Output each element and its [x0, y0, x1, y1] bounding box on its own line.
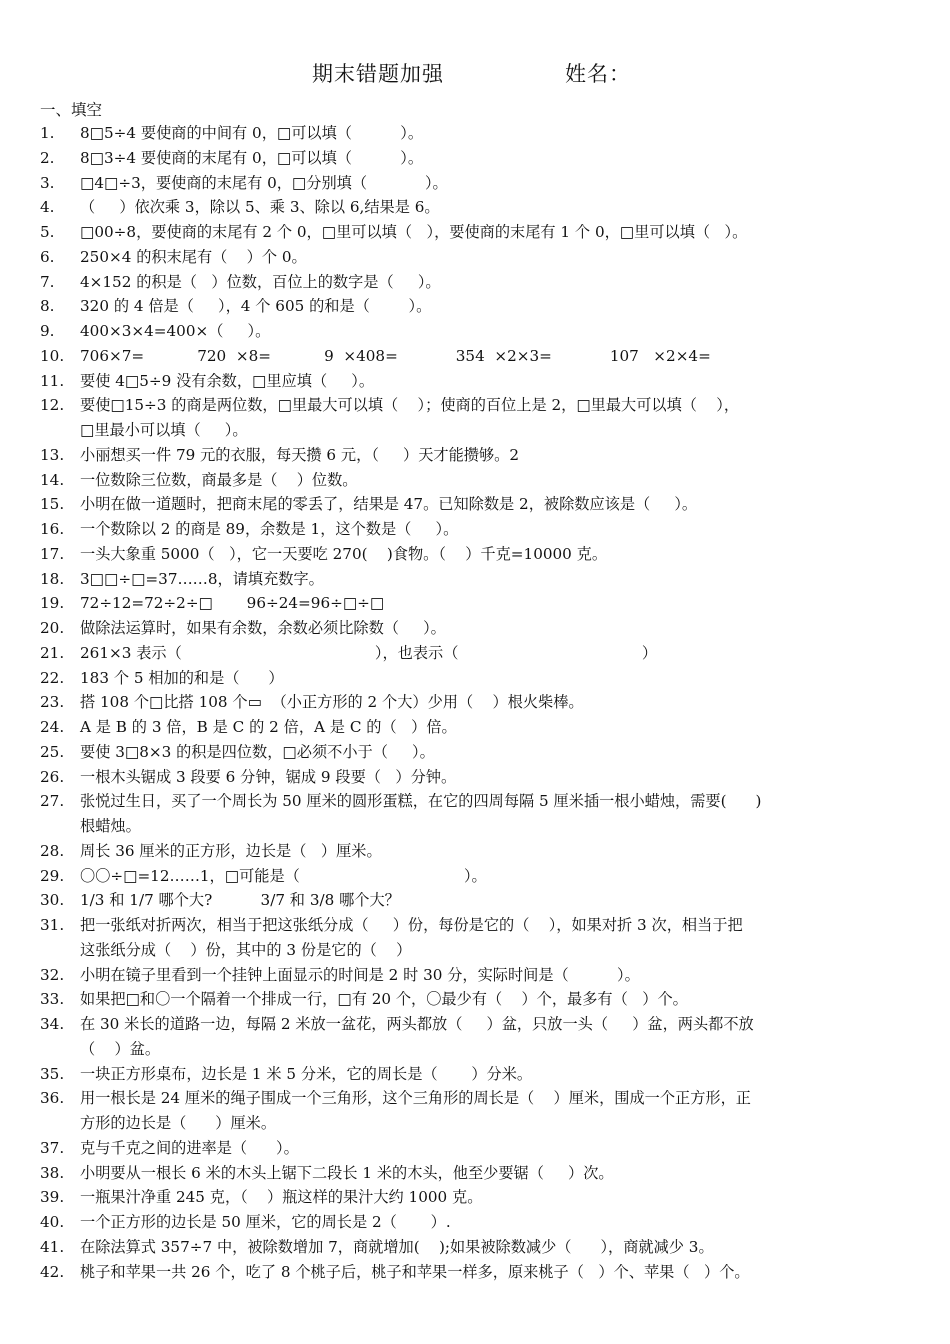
question-number: 30.	[40, 891, 65, 910]
question-item	[40, 517, 912, 542]
question-item	[40, 987, 912, 1012]
question-number: 28.	[40, 841, 65, 860]
question-item	[40, 913, 912, 963]
question-text: 一瓶果汁净重 245 克，（ ）瓶这样的果汁大约 1000 克。	[80, 1188, 483, 1207]
question-text: 把一张纸对折两次，相当于把这张纸分成（ ）份，每份是它的（ ），如果对折 3 次，相当于把	[80, 916, 743, 934]
question-number: 37.	[40, 1138, 65, 1157]
question-number: 38.	[40, 1163, 65, 1182]
question-item	[40, 1185, 912, 1210]
question-item	[40, 492, 912, 517]
question-number: 12.	[40, 396, 65, 415]
question-text: （ ）依次乘 3，除以 5、乘 3、除以 6,结果是 6。	[80, 198, 440, 217]
question-item	[40, 715, 912, 740]
question-text: 在除法算式 357÷7 中，被除数增加 7，商就增加( );如果被除数减少（ ），商就减少 3。	[80, 1237, 714, 1256]
question-number: 14.	[40, 470, 65, 489]
question-text: □4□÷3，要使商的末尾有 0，□分别填（ ）。	[80, 173, 448, 192]
question-text: 一个数除以 2 的商是 89，余数是 1，这个数是（ ）。	[80, 520, 459, 538]
section-heading: 一、填空	[40, 101, 103, 119]
question-number: 32.	[40, 965, 65, 984]
question-item	[40, 740, 912, 765]
question-number: 29.	[40, 866, 65, 885]
question-item	[40, 1161, 912, 1186]
question-number: 33.	[40, 990, 65, 1009]
question-number: 24.	[40, 718, 65, 736]
question-item	[40, 245, 912, 270]
question-text: 小明要从一根长 6 米的木头上锯下二段长 1 米的木头，他至少要锯（ ）次。	[80, 1163, 614, 1182]
question-text: 小丽想买一件 79 元的衣服，每天攒 6 元，（ ）天才能攒够。2	[80, 445, 519, 464]
question-text: 3□□÷□=37……8，请填充数字。	[80, 569, 324, 588]
question-text-continued: □里最小可以填（ ）。	[80, 421, 248, 439]
question-number: 25.	[40, 742, 65, 761]
question-text: 〇〇÷□=12……1，□可能是（ ）。	[80, 866, 487, 885]
question-number: 36.	[40, 1089, 65, 1108]
question-number: 5.	[40, 223, 55, 241]
question-text: 搭 108 个□比搭 108 个▭ （小正方形的 2 个大）少用（ ）根火柴棒。	[80, 693, 584, 712]
question-item	[40, 765, 912, 790]
question-text-continued: （ ）盆。	[80, 1039, 161, 1058]
question-text: 要使 3□8×3 的积是四位数，□必须不小于（ ）。	[80, 742, 435, 761]
question-text: 用一根长是 24 厘米的绳子围成一个三角形，这个三角形的周长是（ ）厘米，围成一个正方形，正	[80, 1089, 751, 1108]
question-text-continued: 方形的边长是（ ）厘米。	[80, 1114, 277, 1132]
question-text: 72÷12=72÷2÷□ 96÷24=96÷□÷□	[80, 594, 385, 613]
question-item	[40, 542, 912, 567]
question-item	[40, 1210, 912, 1235]
question-text: 8□3÷4 要使商的末尾有 0，□可以填（ ）。	[80, 148, 424, 167]
question-number: 35.	[40, 1064, 65, 1083]
question-text: 一位数除三位数，商最多是（ ）位数。	[80, 470, 358, 489]
question-number: 2.	[40, 148, 55, 167]
question-number: 9.	[40, 322, 55, 340]
question-item	[40, 393, 912, 443]
question-item	[40, 195, 912, 220]
question-number: 10.	[40, 346, 65, 365]
question-number: 15.	[40, 495, 65, 514]
question-item	[40, 294, 912, 319]
question-text: 小明在做一道题时，把商末尾的零丢了，结果是 47。已知除数是 2，被除数应该是（ ）。	[80, 495, 698, 514]
question-item	[40, 1062, 912, 1087]
question-item	[40, 888, 912, 913]
question-number: 21.	[40, 643, 65, 662]
question-item	[40, 789, 912, 839]
question-text: 周长 36 厘米的正方形，边长是（ ）厘米。	[80, 841, 382, 860]
question-item	[40, 616, 912, 641]
question-text: 8□5÷4 要使商的中间有 0，□可以填（ ）。	[80, 124, 424, 142]
question-item	[40, 839, 912, 864]
question-number: 3.	[40, 173, 55, 192]
question-item	[40, 1260, 912, 1285]
question-number: 34.	[40, 1015, 65, 1033]
question-number: 20.	[40, 619, 65, 637]
question-text: 桃子和苹果一共 26 个，吃了 8 个桃子后，桃子和苹果一样多，原来桃子（ ）个、苹果（ ）个。	[80, 1262, 750, 1281]
question-item	[40, 220, 912, 245]
question-number: 40.	[40, 1213, 65, 1231]
question-item	[40, 319, 912, 344]
question-item	[40, 270, 912, 295]
question-text: 一根木头锯成 3 段要 6 分钟，锯成 9 段要（ ）分钟。	[80, 767, 457, 786]
question-number: 16.	[40, 520, 65, 538]
question-item	[40, 468, 912, 493]
question-number: 26.	[40, 767, 65, 786]
question-text: 张悦过生日，买了一个周长为 50 厘米的圆形蛋糕，在它的四周每隔 5 厘米插一根小蜡烛，需要( )	[80, 792, 762, 811]
question-number: 23.	[40, 693, 65, 712]
question-number: 18.	[40, 569, 65, 588]
question-text: 一头大象重 5000（ ），它一天要吃 270( )食物。（ ）千克=10000 克。	[80, 544, 608, 563]
question-item	[40, 443, 912, 468]
question-text: 要使□15÷3 的商是两位数，□里最大可以填（ ）；使商的百位上是 2，□里最大可以填（ ），	[80, 396, 740, 415]
question-text: 在 30 米长的道路一边，每隔 2 米放一盆花，两头都放（ ）盆，只放一头（ ）盆，两头都不放	[80, 1015, 754, 1033]
question-text: 小明在镜子里看到一个挂钟上面显示的时间是 2 时 30 分，实际时间是（ ）。	[80, 965, 640, 984]
question-number: 4.	[40, 198, 55, 217]
question-item	[40, 344, 912, 369]
question-text: 706×7= 720 ×8= 9 ×408= 354 ×2×3= 107 ×2×4=	[80, 346, 711, 365]
question-text: 如果把□和〇一个隔着一个排成一行，□有 20 个，〇最少有（ ）个，最多有（ ）个。	[80, 990, 688, 1009]
question-item	[40, 666, 912, 691]
question-item	[40, 567, 912, 592]
question-number: 19.	[40, 594, 65, 613]
question-number: 8.	[40, 297, 55, 316]
page-header	[0, 58, 950, 88]
question-item	[40, 963, 912, 988]
question-number: 27.	[40, 792, 65, 811]
question-text: 克与千克之间的进率是（ ）。	[80, 1138, 299, 1157]
question-text: 183 个 5 相加的和是（ ）	[80, 668, 284, 687]
question-text: 要使 4□5÷9 没有余数，□里应填（ ）。	[80, 371, 375, 390]
question-text: 一个正方形的边长是 50 厘米，它的周长是 2（ ）.	[80, 1213, 451, 1231]
question-text: A 是 B 的 3 倍，B 是 C 的 2 倍，A 是 C 的（ ）倍。	[80, 718, 457, 736]
question-text: 261×3 表示（ ），也表示（ ）	[80, 643, 658, 662]
question-item	[40, 171, 912, 196]
question-item	[40, 690, 912, 715]
question-item	[40, 121, 912, 146]
question-item	[40, 1136, 912, 1161]
question-number: 22.	[40, 668, 65, 687]
question-text: 一块正方形桌布，边长是 1 米 5 分米，它的周长是（ ）分米。	[80, 1064, 533, 1083]
question-number: 31.	[40, 916, 65, 934]
question-text-continued: 根蜡烛。	[80, 817, 141, 835]
question-number: 17.	[40, 544, 65, 563]
question-item	[40, 1086, 912, 1136]
question-text: 320 的 4 倍是（ ），4 个 605 的和是（ ）。	[80, 297, 432, 316]
question-text: 400×3×4=400×（ ）。	[80, 322, 271, 340]
question-item	[40, 1012, 912, 1062]
question-text: 4×152 的积是（ ）位数，百位上的数字是（ ）。	[80, 272, 441, 291]
question-number: 7.	[40, 272, 55, 291]
question-number: 1.	[40, 124, 55, 142]
question-text: 做除法运算时，如果有余数，余数必须比除数（ ）。	[80, 619, 446, 637]
question-item	[40, 146, 912, 171]
question-item	[40, 641, 912, 666]
question-item	[40, 864, 912, 889]
question-item	[40, 591, 912, 616]
question-number: 6.	[40, 247, 55, 266]
name-label: 姓名：	[565, 62, 631, 86]
question-text: 1/3 和 1/7 哪个大? 3/7 和 3/8 哪个大？	[80, 891, 400, 910]
question-number: 42.	[40, 1262, 65, 1281]
question-text-continued: 这张纸分成（ ）份，其中的 3 份是它的（ ）	[80, 940, 412, 959]
question-item	[40, 1235, 912, 1260]
question-item	[40, 369, 912, 394]
question-text: 250×4 的积末尾有（ ）个 0。	[80, 247, 307, 266]
question-list	[40, 121, 912, 1284]
question-number: 39.	[40, 1188, 65, 1207]
page-title: 期末错题加强	[312, 62, 444, 86]
question-text: □00÷8，要使商的末尾有 2 个 0，□里可以填（ ），要使商的末尾有 1 个 0，□里可以填（ ）。	[80, 223, 748, 241]
question-number: 13.	[40, 445, 65, 464]
question-number: 41.	[40, 1237, 65, 1256]
question-number: 11.	[40, 371, 65, 390]
